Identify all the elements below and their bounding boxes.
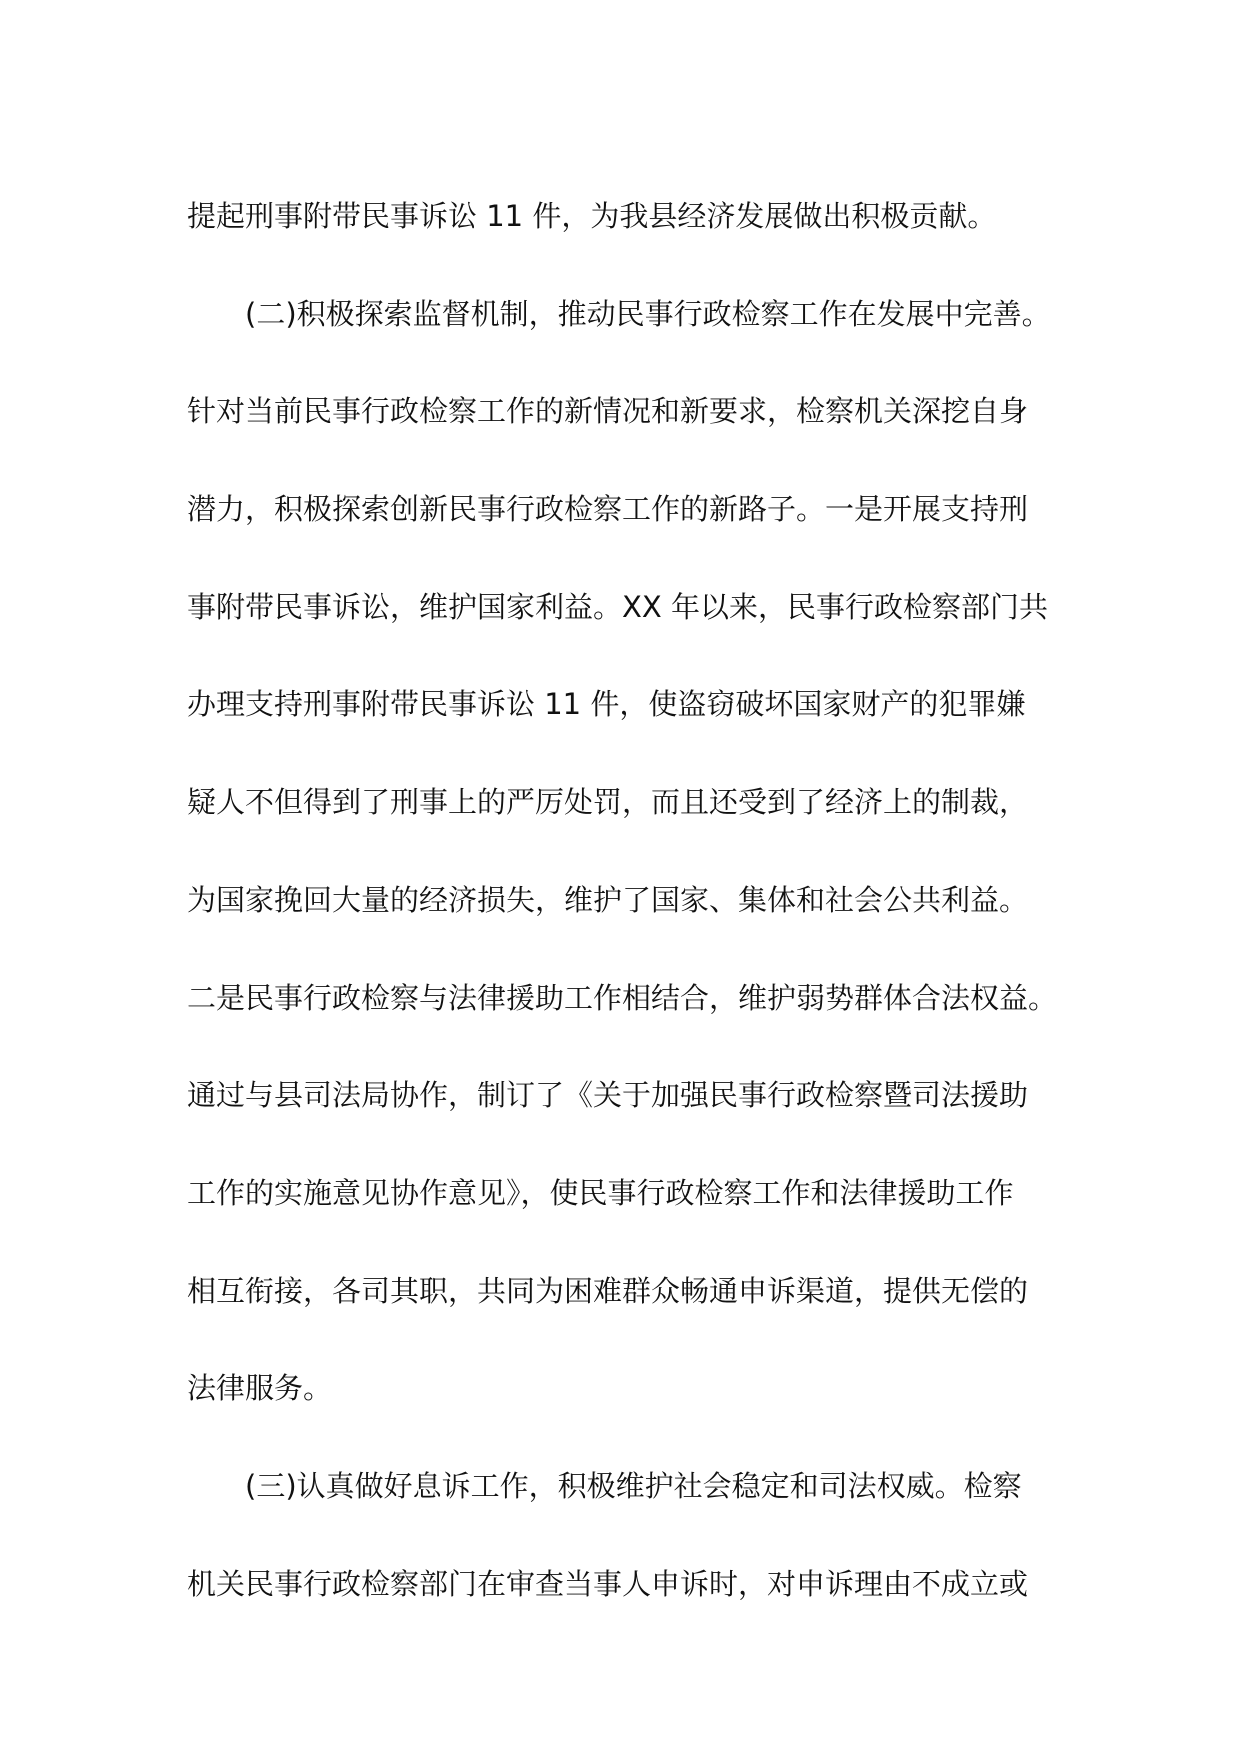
text-line: 办理支持刑事附带民事诉讼 11 件，使盗窃破坏国家财产的犯罪嫌	[187, 687, 1026, 722]
text-line: 法律服务。	[187, 1371, 333, 1406]
text-line: 二是民事行政检察与法律援助工作相结合，维护弱势群体合法权益。	[187, 980, 1058, 1015]
text-line: 潜力，积极探索创新民事行政检察工作的新路子。一是开展支持刑	[187, 492, 1029, 527]
text-line: 疑人不但得到了刑事上的严厉处罚，而且还受到了经济上的制裁，	[187, 785, 1029, 820]
section-heading-line: (三)认真做好息诉工作，积极维护社会稳定和司法权威。检察	[245, 1468, 1022, 1503]
text-line: 提起刑事附带民事诉讼 11 件，为我县经济发展做出积极贡献。	[187, 199, 997, 233]
text-line: 工作的实施意见协作意见》，使民事行政检察工作和法律援助工作	[187, 1175, 1014, 1210]
text-line: 相互衔接，各司其职，共同为困难群众畅通申诉渠道，提供无偿的	[187, 1273, 1029, 1308]
text-line: 事附带民事诉讼，维护国家利益。XX 年以来，民事行政检察部门共	[187, 589, 1048, 624]
text-line: 通过与县司法局协作，制订了《关于加强民事行政检察暨司法援助	[187, 1078, 1029, 1113]
text-line: 针对当前民事行政检察工作的新情况和新要求，检察机关深挖自身	[187, 394, 1029, 429]
text-line: 机关民事行政检察部门在审查当事人申诉时，对申诉理由不成立或	[187, 1566, 1029, 1601]
body-text	[187, 168, 1067, 1633]
text-line: 为国家挽回大量的经济损失，维护了国家、集体和社会公共利益。	[187, 882, 1029, 917]
section-heading-line: (二)积极探索监督机制，推动民事行政检察工作在发展中完善。	[245, 296, 1051, 331]
